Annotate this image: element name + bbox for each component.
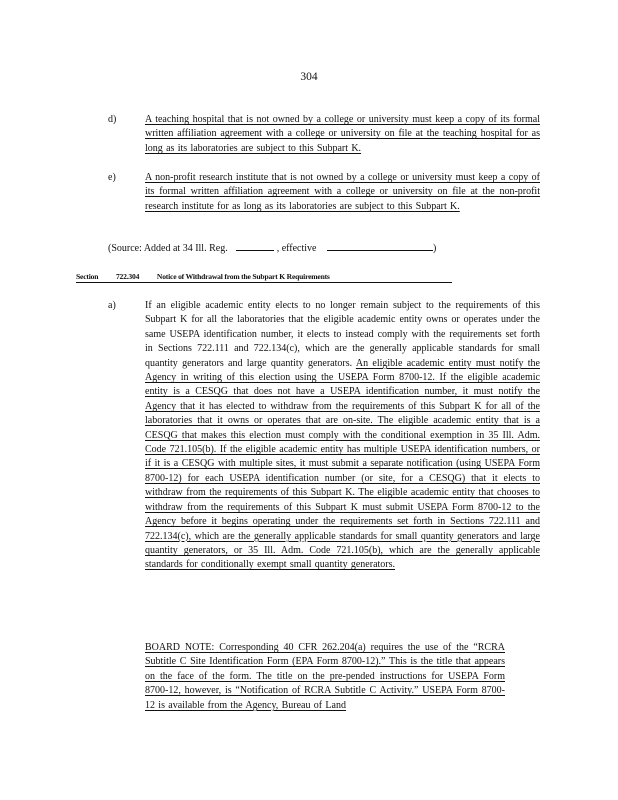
- subsection-d: [108, 113, 540, 156]
- section-number: 722.304: [115, 272, 140, 281]
- section-word: Section: [76, 272, 99, 281]
- subsection-d-label: d): [108, 114, 117, 125]
- subsection-e-label: e): [108, 172, 116, 183]
- source-note: [108, 241, 436, 256]
- section-heading: [76, 272, 452, 283]
- board-note: BOARD NOTE: Corresponding 40 CFR 262.204(a) requires the use of the “RCRA Subtitle C Site Identification Form (EPA Form 8700-12).” This is the title that appears on the face of the form. The title on the pre-pended instructions for USEPA Form 8700-12, however, is “Notification of RCRA Subtitle C Activity.” USEPA Form 8700-12 is available from the Agency, Bureau of Land: [145, 642, 505, 711]
- subsection-a: [108, 299, 540, 573]
- subsection-a-added-text: An eligible academic entity must notify the Agency in writing of this election using the USEPA Form 8700-12. If the eligible academic entity is a CESQG that does not have a USEPA identification number, it must notify the Agency that it has elected to withdraw from the requirements of this Subpart K for all of the laboratories that it owns or operates that are on-site. The eligible academic entity that is a CESQG that makes this election must comply with the conditional exemption in 35 Ill. Adm. Code 721.105(b). If the eligible academic entity has multiple USEPA identification numbers, or if it is a CESQG with multiple sites, it must submit a separate notification (using USEPA Form 8700-12) for each USEPA identification number (or site, for a CESQG) that it elects to withdraw from the requirements of this Subpart K. The eligible academic entity that chooses to withdraw from the requirements of this Subpart K must submit USEPA Form 8700-12 to the Agency before it begins operating under the requirements set forth in Sections 722.111 and 722.134(c), which are the generally applicable standards for small quantity generators and large quantity generators, or 35 Ill. Adm. Code 721.105(b), which are the generally applicable standards for conditionally exempt small quantity generators.: [145, 357, 540, 571]
- subsection-e: [108, 171, 540, 214]
- source-suffix: ): [433, 243, 437, 254]
- section-title: Notice of Withdrawal from the Subpart K Requirements: [156, 272, 330, 281]
- subsection-d-text: A teaching hospital that is not owned by a college or university must keep a copy of its formal written affiliation agreement with a college or university on file at the teaching hospital for as long as its laboratories are subject to this Subpart K.: [145, 114, 540, 154]
- source-prefix: (Source: Added at 34 Ill. Reg.: [108, 243, 228, 254]
- subsection-a-label: a): [108, 300, 116, 311]
- page-number: 304: [300, 71, 318, 83]
- subsection-a-text: If an eligible academic entity elects to no longer remain subject to the requirements of this Subpart K for all the laboratories that the eligible academic entity owns or operates under the same USEPA identification number, it elects to instead comply with the requirements set forth in Sections 722.111 and 722.134(c), which are the generally applicable standards for small quantity generators and large quantity generators.: [145, 300, 540, 369]
- source-middle: , effective: [276, 243, 317, 254]
- subsection-e-text: A non-profit research institute that is not owned by a college or university must keep a copy of its formal written affiliation agreement with a college or university on file at the non-profit research institute for as long as its laboratories are subject to this Subpart K.: [145, 172, 540, 212]
- source-reg-blank: [236, 241, 274, 251]
- subsection-a-body: [145, 299, 540, 573]
- source-effective-blank: [327, 241, 433, 251]
